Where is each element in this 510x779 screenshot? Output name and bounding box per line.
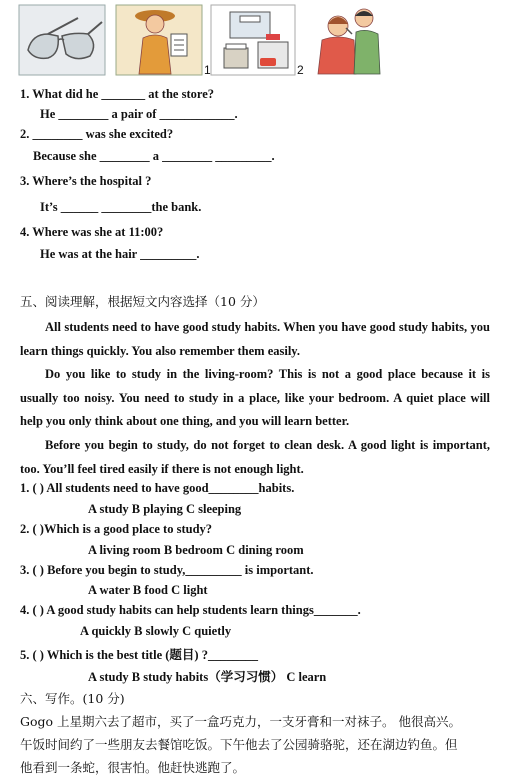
picture-number: 1 xyxy=(204,63,211,77)
answer-line: Because she ________ a ________ _________. xyxy=(33,149,275,163)
question-stem: 4. ( ) A good study habits can help students learn things_______. xyxy=(20,603,361,617)
question-stem: 1. ( ) All students need to have good________habits. xyxy=(20,481,295,495)
question-options: A study B study habits（学习习惯） C learn xyxy=(88,670,327,684)
question-text: 3. Where’s the hospital ? xyxy=(20,174,152,188)
passage-paragraph: Do you like to study in the living-room? This is not a good place because it is usually too noisy. You need to study in a place, like your bedroom. A quiet place will help you only think about one thing, and you will learn better. xyxy=(20,367,490,428)
question-stem: 5. ( ) Which is the best title (题目) ?________ xyxy=(20,648,258,662)
question-text: 2. ________ was she excited? xyxy=(20,127,174,141)
question-options: A study B playing C sleeping xyxy=(88,502,242,516)
writing-prompt-line: 午饭时间约了一些朋友去餐馆吃饭。下午他去了公园骑骆驼，还在湖边钓鱼。但 xyxy=(20,737,458,752)
passage-paragraph: All students need to have good study habits. When you have good study habits, you learn things quickly. You also remember them easily. xyxy=(20,320,490,358)
question-text: 1. What did he _______ at the store? xyxy=(20,87,214,101)
writing-prompt-line: Gogo 上星期六去了超市，买了一盒巧克力，一支牙膏和一对袜子。 他很高兴。 xyxy=(20,714,461,729)
question-stem: 2. ( )Which is a good place to study? xyxy=(20,522,213,536)
passage-paragraph: Before you begin to study, do not forget to clean desk. A good light is important, too. You’ll feel tired easily if there is not enough light. xyxy=(20,438,490,476)
answer-line: It’s ______ ________the bank. xyxy=(40,200,202,214)
sunglasses-icon xyxy=(18,4,106,76)
answer-line: He ________ a pair of ____________. xyxy=(40,107,238,121)
section-heading: 六、写作。(10 分) xyxy=(20,691,125,706)
question-text: 4. Where was she at 11:00? xyxy=(20,225,164,239)
street-buildings-icon xyxy=(210,4,296,76)
question-stem: 3. ( ) Before you begin to study,_________ is important. xyxy=(20,563,314,577)
picture-number: 2 xyxy=(297,63,304,77)
question-options: A quickly B slowly C quietly xyxy=(80,624,232,638)
question-options: A water B food C light xyxy=(88,583,208,597)
writing-prompt-line: 他看到一条蛇，很害怕。他赶快逃跑了。 xyxy=(20,760,246,775)
shopper-woman-icon xyxy=(115,4,203,76)
question-options: A living room B bedroom C dining room xyxy=(88,543,304,557)
section-heading: 五、阅读理解，根据短文内容选择（10 分） xyxy=(20,294,265,309)
barber-icon xyxy=(310,4,390,76)
answer-line: He was at the hair _________. xyxy=(40,247,200,261)
